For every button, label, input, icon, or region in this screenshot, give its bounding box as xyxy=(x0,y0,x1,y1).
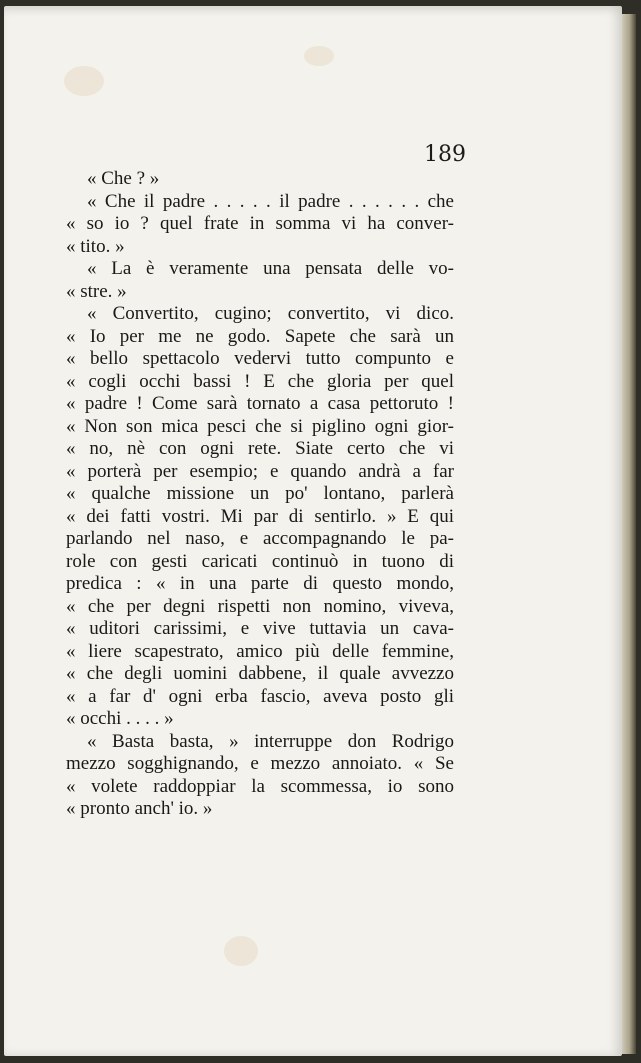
text-line: « cogli occhi bassi ! E che gloria per quel xyxy=(66,370,454,392)
text-line: role con gesti caricati continuò in tuono di xyxy=(66,550,454,572)
text-block xyxy=(66,168,454,821)
text-line: « stre. » xyxy=(66,280,127,302)
text-line: « pronto anch' io. » xyxy=(66,798,213,819)
foxing-spot xyxy=(64,66,104,96)
foxing-spot xyxy=(224,936,258,966)
page-number: 189 xyxy=(424,142,466,167)
text-line: « volete raddoppiar la scommessa, io sono xyxy=(66,775,454,797)
text-line: « occhi . . . . » xyxy=(66,708,174,729)
text-line: « qualche missione un po' lontano, parlerà xyxy=(66,483,454,504)
text-line: « Che il padre . . . . . il padre . . . . . . che xyxy=(87,190,454,212)
text-line: « che per degni rispetti non nomino, viveva, xyxy=(66,595,454,617)
text-line: « La è veramente una pensata delle vo- xyxy=(87,258,454,279)
text-line: « padre ! Come sarà tornato a casa pettoruto ! xyxy=(66,393,454,414)
text-line: « a far d' ogni erba fascio, aveva posto gli xyxy=(66,685,454,707)
page-edge xyxy=(620,14,636,1054)
text-line: « no, nè con ogni rete. Siate certo che vi xyxy=(66,438,454,459)
foxing-spot xyxy=(304,46,334,66)
text-line: « Basta basta, » interruppe don Rodrigo xyxy=(87,730,454,752)
text-line: mezzo sogghignando, e mezzo annoiato. « Se xyxy=(66,753,454,774)
text-line: « Io per me ne godo. Sapete che sarà un xyxy=(66,325,454,347)
text-line: « liere scapestrato, amico più delle femmine, xyxy=(66,640,454,662)
text-line: « Che ? » xyxy=(87,168,160,189)
text-line: « Convertito, cugino; convertito, vi dico. xyxy=(87,303,454,324)
text-line: « Non son mica pesci che si piglino ogni gior- xyxy=(66,415,454,437)
text-line: « uditori carissimi, e vive tuttavia un cava- xyxy=(66,618,454,639)
text-line: « che degli uomini dabbene, il quale avvezzo xyxy=(66,663,454,684)
text-line: « porterà per esempio; e quando andrà a far xyxy=(66,460,454,482)
text-line: « so io ? quel frate in somma vi ha conver- xyxy=(66,213,454,234)
text-line: parlando nel naso, e accompagnando le pa- xyxy=(66,528,454,549)
text-line: « tito. » xyxy=(66,235,125,257)
text-line: « dei fatti vostri. Mi par di sentirlo. » E qui xyxy=(66,505,454,527)
text-line: predica : « in una parte di questo mondo, xyxy=(66,573,454,594)
text-line: « bello spettacolo vedervi tutto compunto e xyxy=(66,348,454,369)
